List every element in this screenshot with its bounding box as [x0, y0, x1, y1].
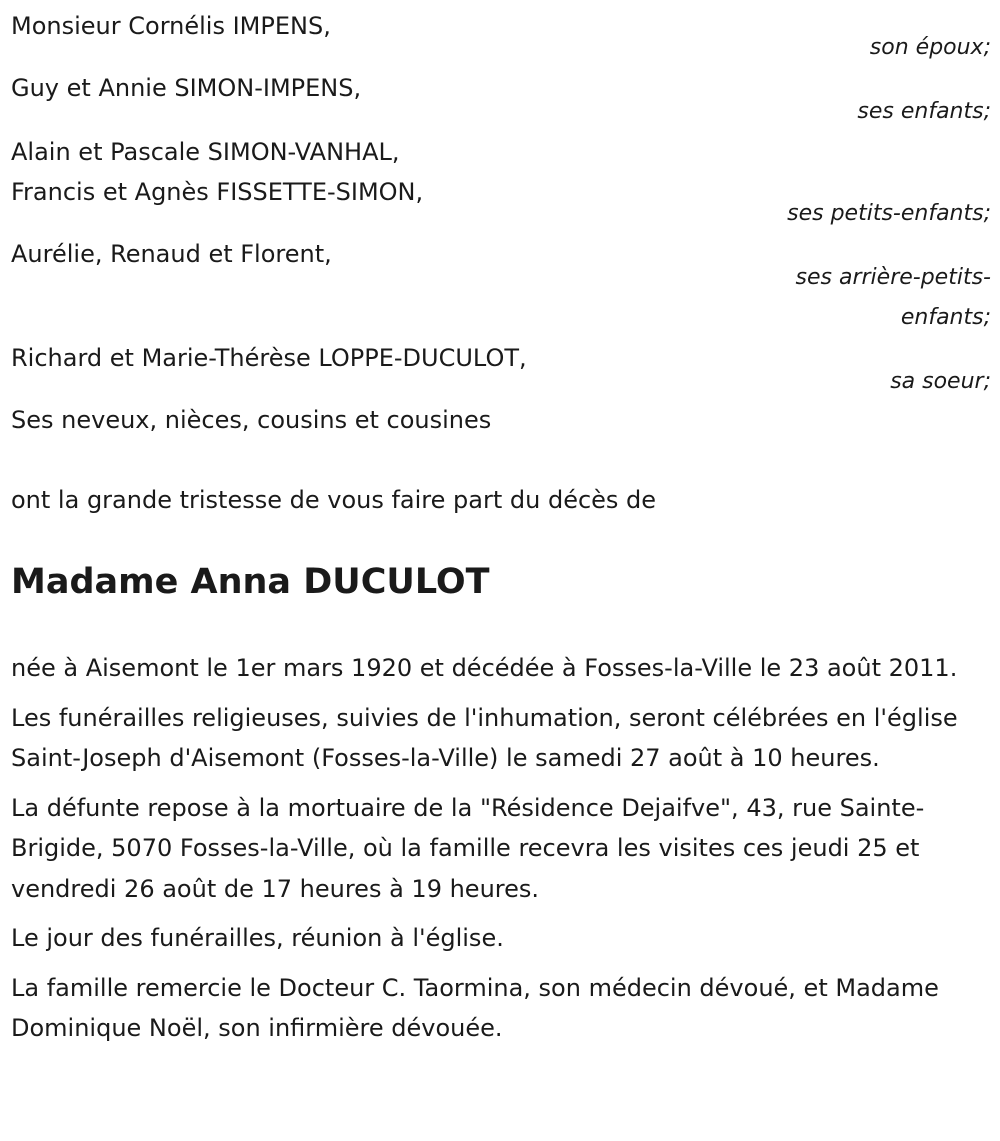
- family-name-line: Francis et Agnès FISSETTE-SIMON,: [11, 178, 424, 206]
- family-group-spouse: [11, 6, 991, 68]
- relation-label: ses petits-enfants;: [787, 201, 991, 226]
- announcement-text: ont la grande tristesse de vous faire part du décès de: [11, 486, 657, 514]
- meeting-info: Le jour des funérailles, réunion à l'église.: [11, 924, 504, 952]
- family-group-great-grandchildren: [11, 234, 991, 338]
- family-name-line: Richard et Marie-Thérèse LOPPE-DUCULOT,: [11, 344, 527, 372]
- thanks-info: La famille remercie le Docteur C. Taormina, son médecin dévoué, et Madame Dominique Noël, son infirmière dévouée.: [11, 973, 939, 1042]
- family-group-relatives: [11, 400, 991, 440]
- family-name-line: Guy et Annie SIMON-IMPENS,: [11, 74, 362, 102]
- relation-label: son époux;: [869, 35, 991, 60]
- family-group-sister: [11, 338, 991, 402]
- family-name-line: Ses neveux, nièces, cousins et cousines: [11, 406, 492, 434]
- relation-label: sa soeur;: [890, 369, 991, 394]
- visitation-info: La défunte repose à la mortuaire de la "Résidence Dejaifve", 43, rue Sainte-Brigide, 5070 Fosses-la-Ville, où la famille recevra les visites ces jeudi 25 et vendredi 26 août de 17 heures à 19 heures.: [11, 793, 925, 903]
- funeral-details: [11, 648, 981, 1058]
- family-name-line: Alain et Pascale SIMON-VANHAL,: [11, 138, 400, 166]
- deceased-name: Madame Anna DUCULOT: [11, 562, 490, 602]
- family-name-line: Monsieur Cornélis IMPENS,: [11, 12, 331, 40]
- family-group-grandchildren: [11, 132, 991, 234]
- relation-label-line-1: ses arrière-petits-: [795, 265, 991, 290]
- relation-label: ses enfants;: [857, 99, 991, 124]
- family-name-line: Aurélie, Renaud et Florent,: [11, 240, 332, 268]
- funeral-service-info: Les funérailles religieuses, suivies de l'inhumation, seront célébrées en l'église Saint-Joseph d'Aisemont (Fosses-la-Ville) le samedi 27 août à 10 heures.: [11, 703, 958, 772]
- family-group-children: [11, 68, 991, 132]
- relation-label-line-2: enfants;: [900, 305, 991, 330]
- birth-death-info: née à Aisemont le 1er mars 1920 et décédée à Fosses-la-Ville le 23 août 2011.: [11, 654, 958, 682]
